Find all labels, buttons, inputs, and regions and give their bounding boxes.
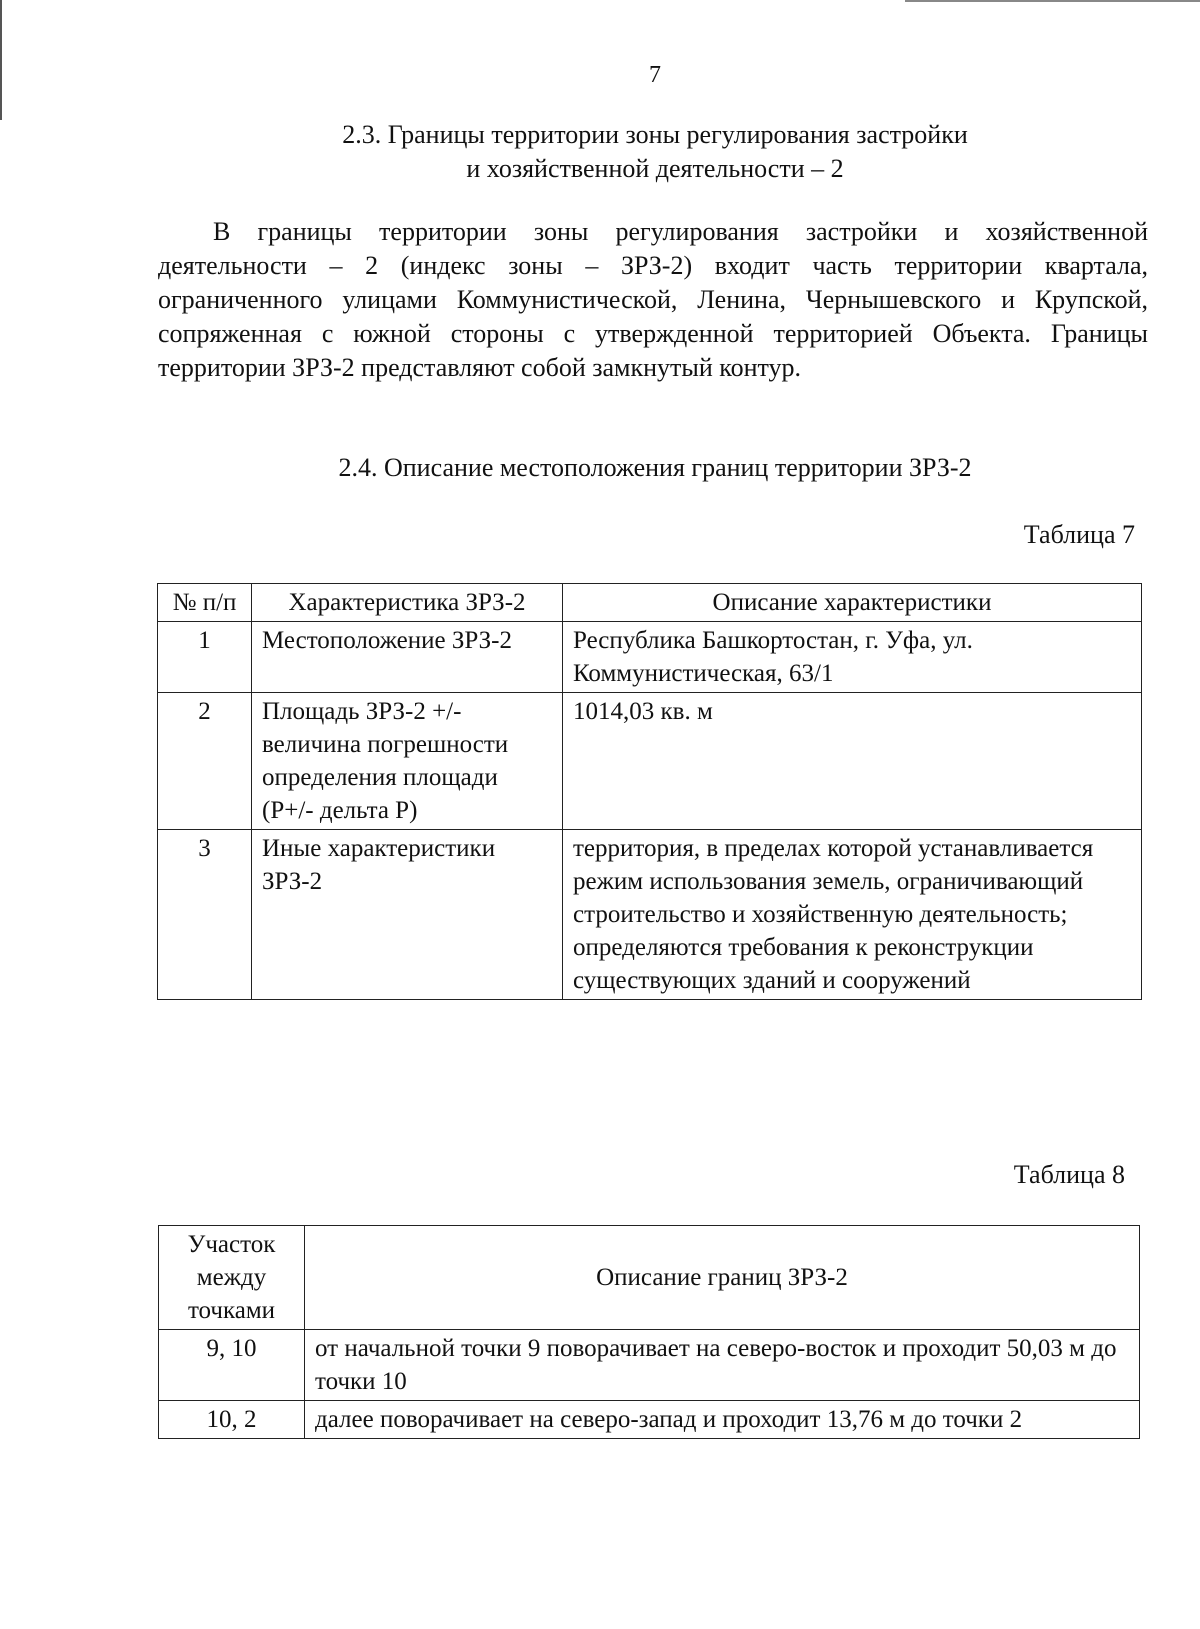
table-8-cell-segment: 10, 2 <box>159 1401 305 1439</box>
table-8-header-segment: Участок между точками <box>159 1226 305 1330</box>
section-2-3-title-line-2: и хозяйственной деятельности – 2 <box>466 154 844 183</box>
table-7-cell-description: Республика Башкортостан, г. Уфа, ул. Коммунистическая, 63/1 <box>563 622 1142 693</box>
table-7-row <box>158 622 1142 693</box>
scan-edge-top <box>905 0 1200 2</box>
table-7-cell-characteristic: Площадь ЗРЗ-2 +/- величина погрешности определения площади (P+/- дельта P) <box>252 693 563 830</box>
table-7-header-characteristic: Характеристика ЗРЗ-2 <box>252 584 563 622</box>
section-2-3-paragraph: В границы территории зоны регулирования застройки и хозяйственной деятельности – 2 (индекс зоны – ЗРЗ-2) входит часть территории квартала, ограниченного улицами Коммунистической, Ленина, Чернышевского и Крупской, сопряженная с южной стороны с утвержденной территорией Объекта. Границы территории ЗРЗ-2 представляют собой замкнутый контур. <box>158 217 1148 382</box>
table-7-cell-characteristic: Местоположение ЗРЗ-2 <box>252 622 563 693</box>
section-2-4-heading: 2.4. Описание местоположения границ территории ЗРЗ-2 <box>338 453 972 482</box>
table-8-header-row <box>159 1226 1140 1330</box>
scan-edge-left <box>0 0 2 120</box>
table-8-cell-description: от начальной точки 9 поворачивает на северо-восток и проходит 50,03 м до точки 10 <box>305 1330 1140 1401</box>
table-7-cell-number: 3 <box>158 830 252 1000</box>
table-8-caption: Таблица 8 <box>1013 1160 1125 1189</box>
table-7-cell-number: 2 <box>158 693 252 830</box>
table-7-row <box>158 830 1142 1000</box>
page-number: 7 <box>649 62 661 88</box>
table-8 <box>158 1225 1140 1439</box>
table-8-row <box>159 1330 1140 1401</box>
table-7-cell-number: 1 <box>158 622 252 693</box>
table-8-row <box>159 1401 1140 1439</box>
section-2-3-title-line-1: 2.3. Границы территории зоны регулирования застройки <box>342 120 968 149</box>
table-7-row <box>158 693 1142 830</box>
table-8-cell-description: далее поворачивает на северо-запад и проходит 13,76 м до точки 2 <box>305 1401 1140 1439</box>
table-7 <box>157 583 1142 1000</box>
table-7-cell-characteristic: Иные характеристики ЗРЗ-2 <box>252 830 563 1000</box>
table-7-cell-description: территория, в пределах которой устанавливается режим использования земель, ограничивающий строительство и хозяйственную деятельность; определяются требования к реконструкции существующих зданий и сооружений <box>563 830 1142 1000</box>
table-7-caption: Таблица 7 <box>1023 520 1135 549</box>
section-2-3-heading <box>0 118 1200 186</box>
table-7-header-number: № п/п <box>158 584 252 622</box>
table-8-header-description: Описание границ ЗРЗ-2 <box>305 1226 1140 1330</box>
table-7-cell-description: 1014,03 кв. м <box>563 693 1142 830</box>
table-8-cell-segment: 9, 10 <box>159 1330 305 1401</box>
table-7-header-row <box>158 584 1142 622</box>
table-7-header-description: Описание характеристики <box>563 584 1142 622</box>
